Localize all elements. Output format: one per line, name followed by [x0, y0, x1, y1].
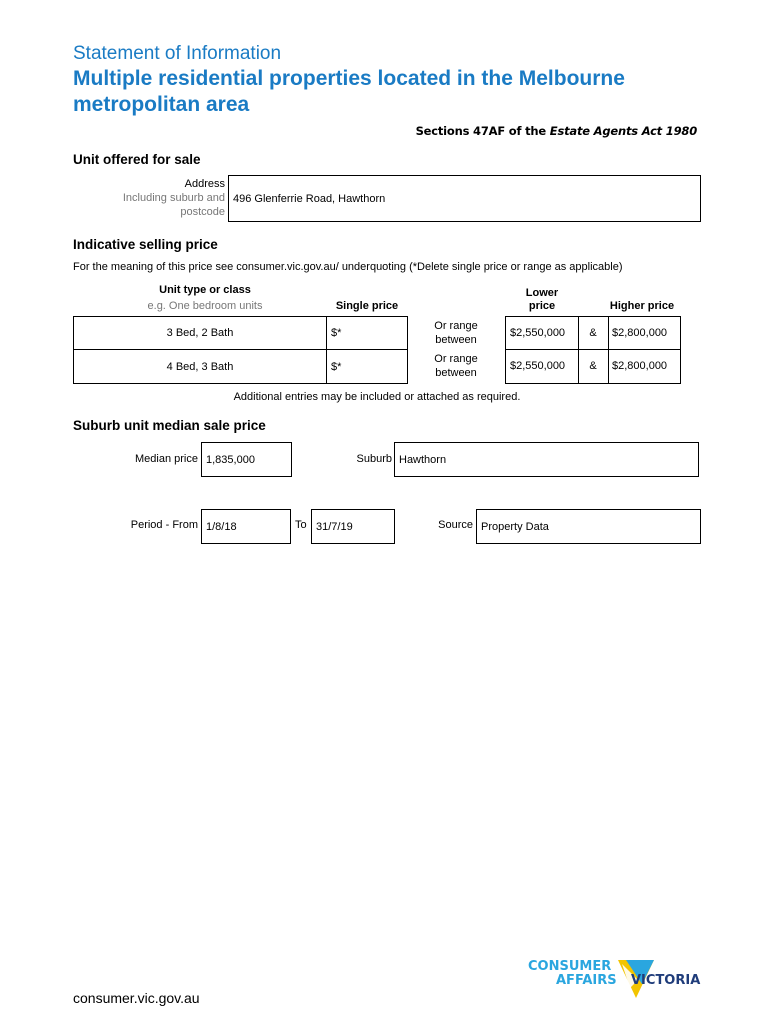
indicative-price-heading: Indicative selling price: [73, 237, 218, 252]
source-label: Source: [438, 519, 473, 531]
unit-offered-heading: Unit offered for sale: [73, 152, 201, 167]
col-header-unit-example: e.g. One bedroom units: [147, 300, 263, 312]
higher-price-value[interactable]: $2,800,000: [612, 327, 668, 339]
unit-type-value: 4 Bed, 3 Bath: [166, 360, 234, 373]
sections-prefix: Sections 47AF of the: [415, 124, 550, 138]
period-from-value: 1/8/18: [206, 520, 237, 533]
consumer-affairs-victoria-logo: [528, 958, 703, 1008]
col-header-higher-price: Higher price: [609, 300, 675, 312]
cell-divider: [608, 350, 609, 383]
period-to-field[interactable]: [311, 509, 395, 544]
period-from-field[interactable]: [201, 509, 291, 544]
suburb-label: Suburb: [356, 453, 392, 465]
legislation-reference: [416, 124, 697, 138]
price-row: [73, 316, 681, 350]
ampersand: &: [589, 360, 597, 372]
col-header-unit-type: Unit type or class: [159, 284, 251, 296]
address-hint-line-2: postcode: [180, 206, 225, 218]
single-price-cell[interactable]: [327, 350, 408, 384]
higher-price-value[interactable]: $2,800,000: [612, 360, 668, 372]
address-field[interactable]: [228, 175, 701, 222]
logo-word-consumer: CONSUMER: [528, 959, 612, 974]
document-title: Multiple residential properties located in the Melbourne metropolitan area: [73, 67, 625, 116]
range-label-line-1: Or range: [434, 320, 478, 332]
range-label-line-2: between: [435, 367, 477, 379]
logo-word-victoria: VICTORIA: [631, 973, 701, 988]
address-label: Address: [184, 178, 225, 190]
period-from-label: Period - From: [130, 519, 198, 531]
period-to-label: To: [295, 519, 307, 531]
source-field[interactable]: [476, 509, 701, 544]
act-name: Estate Agents Act 1980: [549, 124, 697, 138]
median-price-value: 1,835,000: [206, 453, 255, 466]
cell-divider: [608, 317, 609, 349]
range-label-line-2: between: [435, 334, 477, 346]
suburb-field[interactable]: [394, 442, 699, 477]
price-row: [73, 350, 681, 384]
unit-type-cell[interactable]: [73, 350, 327, 384]
period-to-value: 31/7/19: [316, 520, 353, 533]
price-range-group: [505, 316, 681, 350]
ampersand: &: [589, 327, 597, 339]
col-header-single-price: Single price: [335, 300, 399, 312]
address-value: 496 Glenferrie Road, Hawthorn: [233, 192, 386, 205]
unit-type-value: 3 Bed, 2 Bath: [166, 327, 234, 339]
address-hint-line-1: Including suburb and: [122, 192, 225, 204]
source-value: Property Data: [481, 520, 549, 533]
single-price-value: $*: [331, 360, 342, 373]
median-price-field[interactable]: [201, 442, 292, 477]
additional-entries-note: Additional entries may be included or attached as required.: [233, 391, 521, 403]
indicative-price-note: For the meaning of this price see consumer.vic.gov.au/ underquoting (*Delete single price or range as applicable): [73, 261, 623, 273]
single-price-value: $*: [331, 327, 342, 339]
single-price-cell[interactable]: [327, 316, 408, 350]
suburb-value: Hawthorn: [399, 453, 447, 466]
logo-word-affairs: AFFAIRS: [556, 973, 617, 988]
footer-url: consumer.vic.gov.au: [73, 990, 200, 1006]
document-subtitle: Statement of Information: [73, 43, 282, 64]
unit-type-cell[interactable]: [73, 316, 327, 350]
lower-price-value[interactable]: $2,550,000: [510, 327, 566, 339]
col-header-lower-price-1: Lower: [525, 287, 559, 299]
range-label-line-1: Or range: [434, 353, 478, 365]
price-range-group: [505, 350, 681, 384]
lower-price-value[interactable]: $2,550,000: [510, 360, 566, 372]
median-price-heading: Suburb unit median sale price: [73, 418, 266, 433]
median-price-label: Median price: [135, 453, 198, 465]
col-header-lower-price-2: price: [528, 300, 556, 312]
